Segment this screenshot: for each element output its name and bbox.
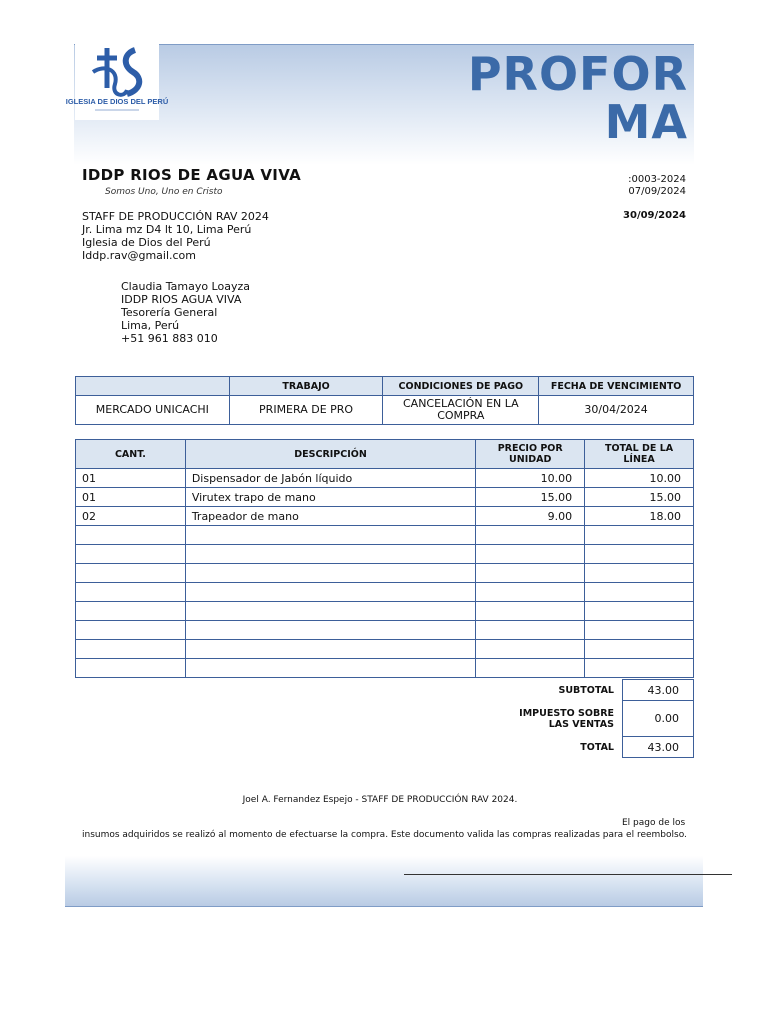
footer-note: El pago de los insumos adquiridos se realizó al momento de efectuarse la compra. Este documento valida las compras realizadas para el reembolso. — [82, 818, 687, 840]
empty-row — [76, 659, 694, 678]
table-cell: CANCELACIÓN EN LA COMPRA — [383, 396, 539, 425]
subtotal-row — [476, 680, 694, 701]
total-value: 43.00 — [623, 737, 694, 758]
column-header: TOTAL DE LA LÍNEA — [585, 440, 694, 469]
empty-row — [76, 602, 694, 621]
org-motto: Somos Uno, Uno en Cristo — [105, 187, 223, 197]
recipient-phone: +51 961 883 010 — [121, 332, 218, 345]
line-total-cell: 10.00 — [585, 469, 694, 488]
sender-line: STAFF DE PRODUCCIÓN RAV 2024 — [82, 210, 269, 223]
empty-row — [76, 564, 694, 583]
empty-row — [76, 583, 694, 602]
line-total-cell: 15.00 — [585, 488, 694, 507]
recipient-block — [121, 280, 250, 345]
recipient-line: Tesorería General — [121, 306, 218, 319]
tax-label: IMPUESTO SOBRE LAS VENTAS — [519, 707, 614, 730]
line-total-cell: 18.00 — [585, 507, 694, 526]
quantity-cell: 01 — [76, 488, 186, 507]
column-header: CANT. — [76, 440, 186, 469]
column-header: TRABAJO — [229, 377, 383, 396]
unit-price-cell: 15.00 — [476, 488, 585, 507]
sender-line: Jr. Lima mz D4 lt 10, Lima Perú — [82, 223, 252, 236]
sender-email: Iddp.rav@gmail.com — [82, 249, 197, 262]
items-table — [75, 439, 694, 678]
document-title: PROFOR MA — [467, 47, 688, 149]
table-header-row — [76, 377, 694, 396]
job-table — [75, 376, 694, 425]
document-meta — [628, 174, 686, 198]
tax-value: 0.00 — [623, 701, 694, 737]
table-row — [76, 488, 694, 507]
total-label: TOTAL — [580, 741, 614, 753]
quantity-cell: 01 — [76, 469, 186, 488]
quantity-cell: 02 — [76, 507, 186, 526]
document-date: 07/09/2024 — [628, 186, 686, 197]
empty-row — [76, 621, 694, 640]
table-row — [76, 396, 694, 425]
column-header: CONDICIONES DE PAGO — [383, 377, 539, 396]
column-header: DESCRIPCIÓN — [185, 440, 475, 469]
footer-band — [65, 856, 703, 907]
description-cell: Virutex trapo de mano — [185, 488, 475, 507]
table-header-row — [76, 440, 694, 469]
document-number: :0003-2024 — [628, 174, 686, 185]
empty-row — [76, 526, 694, 545]
recipient-line: Claudia Tamayo Loayza — [121, 280, 250, 293]
table-cell: PRIMERA DE PRO — [229, 396, 383, 425]
org-name: IDDP RIOS DE AGUA VIVA — [82, 166, 301, 184]
recipient-line: Lima, Perú — [121, 319, 180, 332]
totals-table — [476, 679, 694, 758]
empty-row — [76, 640, 694, 659]
tax-row — [476, 701, 694, 737]
table-row — [76, 469, 694, 488]
description-cell: Dispensador de Jabón líquido — [185, 469, 475, 488]
due-date: 30/09/2024 — [623, 210, 686, 221]
footer-signature-name: Joel A. Fernandez Espejo - STAFF DE PRODUCCIÓN RAV 2024. — [242, 795, 518, 805]
table-row — [76, 507, 694, 526]
sender-line: Iglesia de Dios del Perú — [82, 236, 211, 249]
empty-row — [76, 545, 694, 564]
sender-block — [82, 210, 269, 262]
column-header: PRECIO POR UNIDAD — [476, 440, 585, 469]
column-header: FECHA DE VENCIMIENTO — [539, 377, 694, 396]
unit-price-cell: 10.00 — [476, 469, 585, 488]
table-cell: 30/04/2024 — [539, 396, 694, 425]
subtotal-label: SUBTOTAL — [558, 684, 614, 696]
column-header — [76, 377, 230, 396]
church-logo — [65, 44, 169, 120]
description-cell: Trapeador de mano — [185, 507, 475, 526]
table-cell: MERCADO UNICACHI — [76, 396, 230, 425]
total-row — [476, 737, 694, 758]
unit-price-cell: 9.00 — [476, 507, 585, 526]
recipient-line: IDDP RIOS AGUA VIVA — [121, 293, 242, 306]
subtotal-value: 43.00 — [623, 680, 694, 701]
logo-text: IGLESIA DE DIOS DEL PERÚ — [65, 97, 169, 106]
signature-line — [404, 874, 732, 875]
